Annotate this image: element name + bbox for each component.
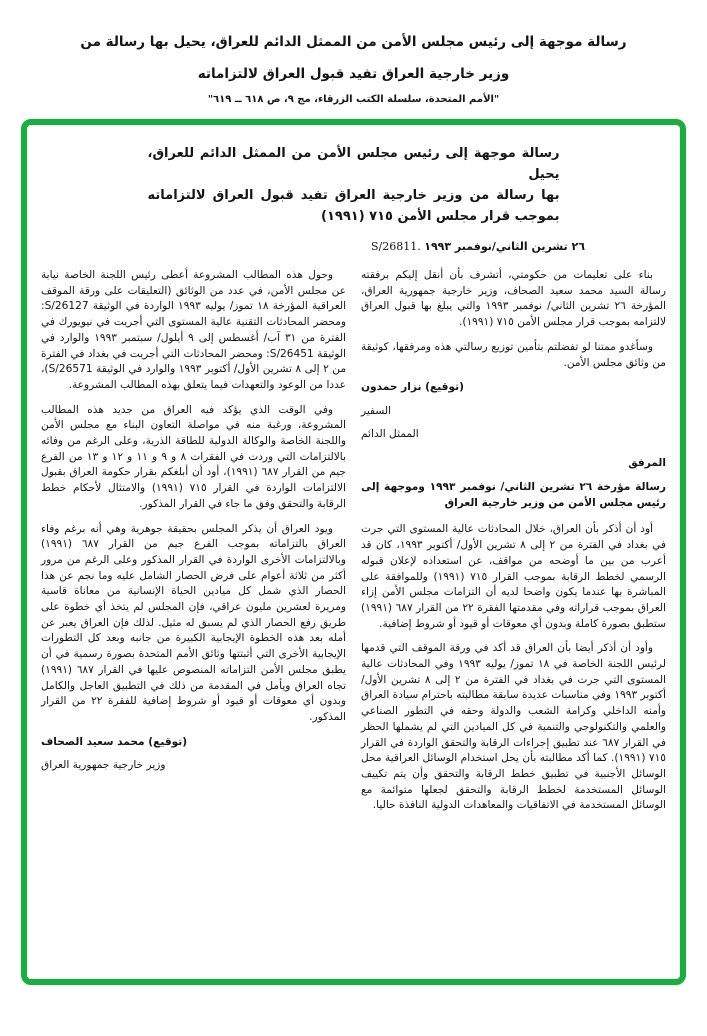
document-symbol: S/26811. xyxy=(371,240,421,253)
document-frame xyxy=(21,119,686,985)
document-id-line xyxy=(41,240,666,253)
letter-title xyxy=(148,143,560,227)
letter-title-line-2: بها رسالة من وزير خارجية العراق تفيد قبول العراق لالتزاماته xyxy=(147,188,560,203)
document-header xyxy=(0,0,707,105)
header-title-line-1: رسالة موجهة إلى رئيس مجلس الأمن من الممثل الدائم للعراق، يحيل بها رسالة من xyxy=(80,34,627,50)
header-title-line-2: وزير خارجية العراق تفيد قبول العراق لالتزاماته xyxy=(197,66,510,82)
letter-paragraph: ويود العراق أن يذكر المجلس بحقيقة جوهرية وهي أنه برغم وفاء العراق بالتزاماته بموجب الفرع جيم من القرار ٦٨٧ (١٩٩١) وبالالتزامات الأخرى الواردة في القرار المذكور وعلى الرغم من مرور أكثر من ثلاثة أعوام على فرض الحصار الشامل عليه وما نجم عن هذا الحصار الذي شمل كل ميادين الحياة الإنسانية من معاناة قاسية ومريرة لعشرين مليون عراقي، فإن المجلس لم يتخذ أي خطوة على طريق رفع الحصار الذي لم يسبق له مثيل. لذلك فإن العراق يعبر عن أمله بعد هذه الخطوة الإيجابية الكبيرة من جانبه وبعد كل التطورات الإيجابية الأخرى التي أثبتتها وثائق الأمم المتحدة بصورة رسمية في أن يطبق مجلس الأمن التزاماته المنصوص عليها في القرار ٦٨٧ (١٩٩١) تجاه العراق ويأمل في المقدمة من ذلك في التطبيق العاجل والكامل وبدون أي معوقات أو قيود أو شروط إضافية للفقرة ٢٢ من القرار المذكور. xyxy=(41,522,346,723)
document-date: ٢٦ تشرين الثاني/نوفمبر ١٩٩٣ xyxy=(424,240,585,253)
annex-paragraph: أود أن أذكر بأن العراق، خلال المحادثات عالية المستوى التي جرت في بغداد في الفترة من ٢ إلى ٨ تشرين الأول/ أكتوبر ١٩٩٣، كان قد أعرب من بين ما أوضحه من مواقف، عن استعداده لإعلان قبوله الرسمي لخطط الرقابة بموجب القرار ٧١٥ (١٩٩١) وللموافقة على المباشرة بها عندما يكون واضحا لديه أن التزامات مجلس الأمن إزاء العراق بموجب قراراته وفي مقدمتها الفقرة ٢٢ من القرار ٦٨٧ (١٩٩١) ستطبق بصورة كاملة وبدون أي معوقات أو قيود أو شروط إضافية. xyxy=(361,523,666,630)
letter-paragraph: بناء على تعليمات من حكومتي، أتشرف بأن أنقل إليكم برفقته رسالة السيد محمد سعيد الصحاف، وزير خارجية جمهورية العراق، المؤرخة ٢٦ تشرين الثاني/ نوفمبر ١٩٩٣ والتي يبلغ بها قبول العراق لالتزامه بموجب قرار مجلس الأمن ٧١٥ (١٩٩١). xyxy=(361,269,666,329)
header-source-note: "الأمم المتحدة، سلسلة الكتب الزرقاء، مج ٩، ص ٦١٨ ــ ٦١٩" xyxy=(207,94,500,105)
signature-role-foreign-minister: وزير خارجية جمهورية العراق xyxy=(41,759,166,772)
annex-heading: المرفق xyxy=(628,457,666,470)
letter-title-line-3: بموجب قرار مجلس الأمن ٧١٥ (١٩٩١) xyxy=(321,209,560,224)
letter-paragraph: وسأغدو ممتنا لو تفضلتم بتأمين توزيع رسالتي هذه ومرفقها، كوثيقة من وثائق مجلس الأمن. xyxy=(361,340,666,369)
right-column xyxy=(361,268,666,823)
annex-title: رسالة مؤرخة ٢٦ تشرين الثاني/ نوفمبر ١٩٩٣ وموجهة إلى رئيس مجلس الأمن من وزير خارجية العراق xyxy=(361,481,666,509)
letter-paragraph: وفي الوقت الذي يؤكد فيه العراق من جديد هذه المطالب المشروعة، ورغبة منه في مواصلة التعاون البناء مع مجلس الأمن واللجنة الخاصة والوكالة الدولية للطاقة الذرية، وعلى الرغم من وفائه بالالتزامات التي وردت في الفقرات ٨ و ٩ و ١١ و ١٢ و ١٣ من الفرع جيم من القرار ٦٨٧ (١٩٩١)، أود أن أبلغكم بقرار حكومة العراق بقبول الالتزامات الواردة في القرار ٧١٥ (١٩٩١) والامتثال لأحكام خطط الرقابة والتحقق وفق ما جاء في القرار المذكور. xyxy=(41,403,346,510)
signature-role-permanent-representative: الممثل الدائم xyxy=(361,427,419,440)
signature-name-nizar-hamdoon: (توقيع) نزار حمدون xyxy=(361,381,464,394)
letter-paragraph: وحول هذه المطالب المشروعة أعطى رئيس اللجنة الخاصة نيابة عن مجلس الأمن، في عدد من الوثائق (التعليقات على ورقة الموقف العراقية المؤرخة ١٨ تموز/ يوليه ١٩٩٣ الواردة في الوثيقة S/26127: ومحضر المحادثات التقنية عالية المستوى التي أجريت في نيويورك في الفترة من ٣١ آب/ أغسطس إلى ٩ أيلول/ سبتمبر ١٩٩٣ والوارد في الوثيقة S/26451: ومحضر المحادثات التي أجريت في بغداد في الفترة من ٢ إلى ٨ تشرين الأول/ أكتوبر ١٩٩٣ والوارد في الوثيقة S/26571)، عددا من الوعود والتعهدات فيما يتعلق بهذه المطالب المشروعة. xyxy=(41,269,347,391)
letter-title-line-1: رسالة موجهة إلى رئيس مجلس الأمن من الممثل الدائم للعراق، يحيل xyxy=(147,146,560,182)
two-column-body xyxy=(41,268,666,823)
signature-name-saeed-alsahhaf: (توقيع) محمد سعيد الصحاف xyxy=(41,735,188,748)
left-column xyxy=(41,268,346,823)
annex-paragraph: وأود أن أذكر أيضا بأن العراق قد أكد في ورقة الموقف التي قدمها لرئيس اللجنة الخاصة في ١٨ تموز/ يوليه ١٩٩٣ وفي المحادثات عالية المستوى التي جرت في بغداد في الفترة من ٢ إلى ٨ تشرين الأول/ أكتوبر ١٩٩٣ وفي مناسبات عديدة سابقة مطالبته باحترام سيادة العراق وأمنه الداخلي وكرامة الشعب والدولة وحقه في التطور الصناعي والعلمي والتكنولوجي والتنمية في كل الميادين التي لم يشملها الحظر في القرار ٦٨٧ عند تطبيق إجراءات الرقابة والتحقق الواردة في القرار ٧١٥ (١٩٩١). كما أكد مطالبته بأن يحل استخدام الوسائل العراقية محل الوسائل الأجنبية في تطبيق خطط الرقابة والتحقق وأن يتم تكييف الوسائل المستخدمة لخطط الرقابة والتحقق لجعلها متوائمة مع الوسائل المستخدمة في الاتفاقيات والمعاهدات الدولية النافذة حاليا. xyxy=(361,642,666,812)
signature-role-ambassador: السفير xyxy=(361,404,392,417)
